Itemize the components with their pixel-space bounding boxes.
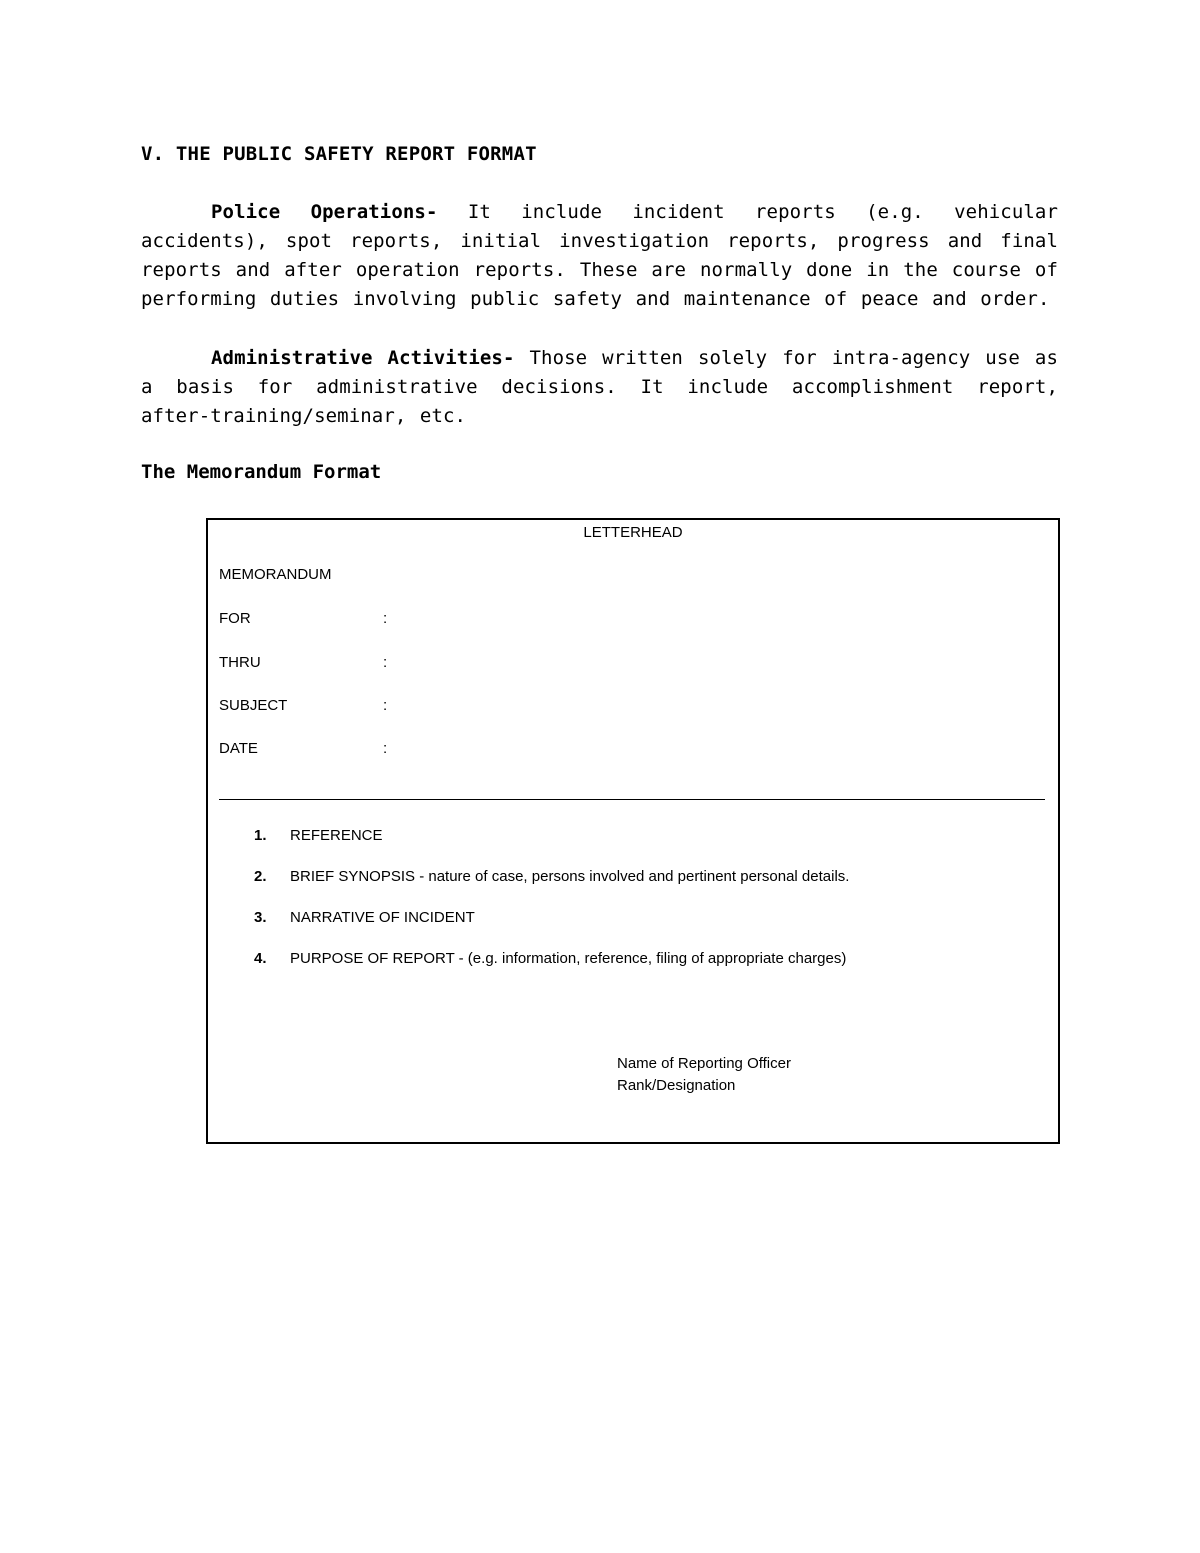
term-police-operations: Police Operations-	[211, 201, 438, 223]
memo-format-heading: The Memorandum Format	[141, 461, 382, 483]
memo-field-for-label: FOR	[219, 610, 251, 627]
memo-field-date-colon: :	[383, 740, 388, 757]
memo-item-number: 2.	[254, 868, 267, 885]
memo-item	[254, 866, 1048, 887]
memo-item-text: REFERENCE	[290, 827, 383, 844]
memo-field-subject-label: SUBJECT	[219, 697, 288, 714]
memo-item	[254, 825, 1048, 846]
memo-item	[254, 907, 1048, 928]
term-administrative-activities: Administrative Activities-	[211, 347, 515, 369]
memo-items-list	[254, 825, 1048, 989]
text-police-operations: It include incident reports (e.g. vehicular accidents), spot reports, initial investigation reports, progress and final reports and after operation reports. These are normally done in the course of performing duties involving public safety and maintenance of peace and order.	[141, 201, 1058, 310]
memo-field-date-label: DATE	[219, 740, 258, 757]
memo-item-number: 4.	[254, 950, 267, 967]
section-heading: V. THE PUBLIC SAFETY REPORT FORMAT	[141, 143, 537, 165]
memo-item-number: 1.	[254, 827, 267, 844]
memo-signature-block	[617, 1053, 791, 1097]
memo-item-text: NARRATIVE OF INCIDENT	[290, 909, 475, 926]
memo-title: MEMORANDUM	[219, 566, 332, 583]
memo-item	[254, 948, 1048, 969]
signature-rank: Rank/Designation	[617, 1077, 736, 1094]
memo-item-number: 3.	[254, 909, 267, 926]
text-administrative-activities: Those written solely for intra-agency use as a basis for administrative decisions. It include accomplishment report, after-training/seminar, etc.	[141, 347, 1058, 427]
memo-divider-line	[219, 799, 1045, 800]
memorandum-template-box	[206, 518, 1060, 1144]
memo-field-subject-colon: :	[383, 697, 388, 714]
memo-item-text: BRIEF SYNOPSIS - nature of case, persons involved and pertinent personal details.	[290, 868, 850, 885]
memo-item-text: PURPOSE OF REPORT - (e.g. information, reference, filing of appropriate charges)	[290, 950, 847, 967]
memo-letterhead: LETTERHEAD	[583, 524, 683, 541]
memo-field-for-colon: :	[383, 610, 388, 627]
memo-field-thru-colon: :	[383, 654, 388, 671]
signature-name: Name of Reporting Officer	[617, 1055, 791, 1072]
memo-field-thru-label: THRU	[219, 654, 261, 671]
paragraph-police-operations	[141, 198, 1058, 314]
paragraph-administrative-activities	[141, 344, 1058, 431]
